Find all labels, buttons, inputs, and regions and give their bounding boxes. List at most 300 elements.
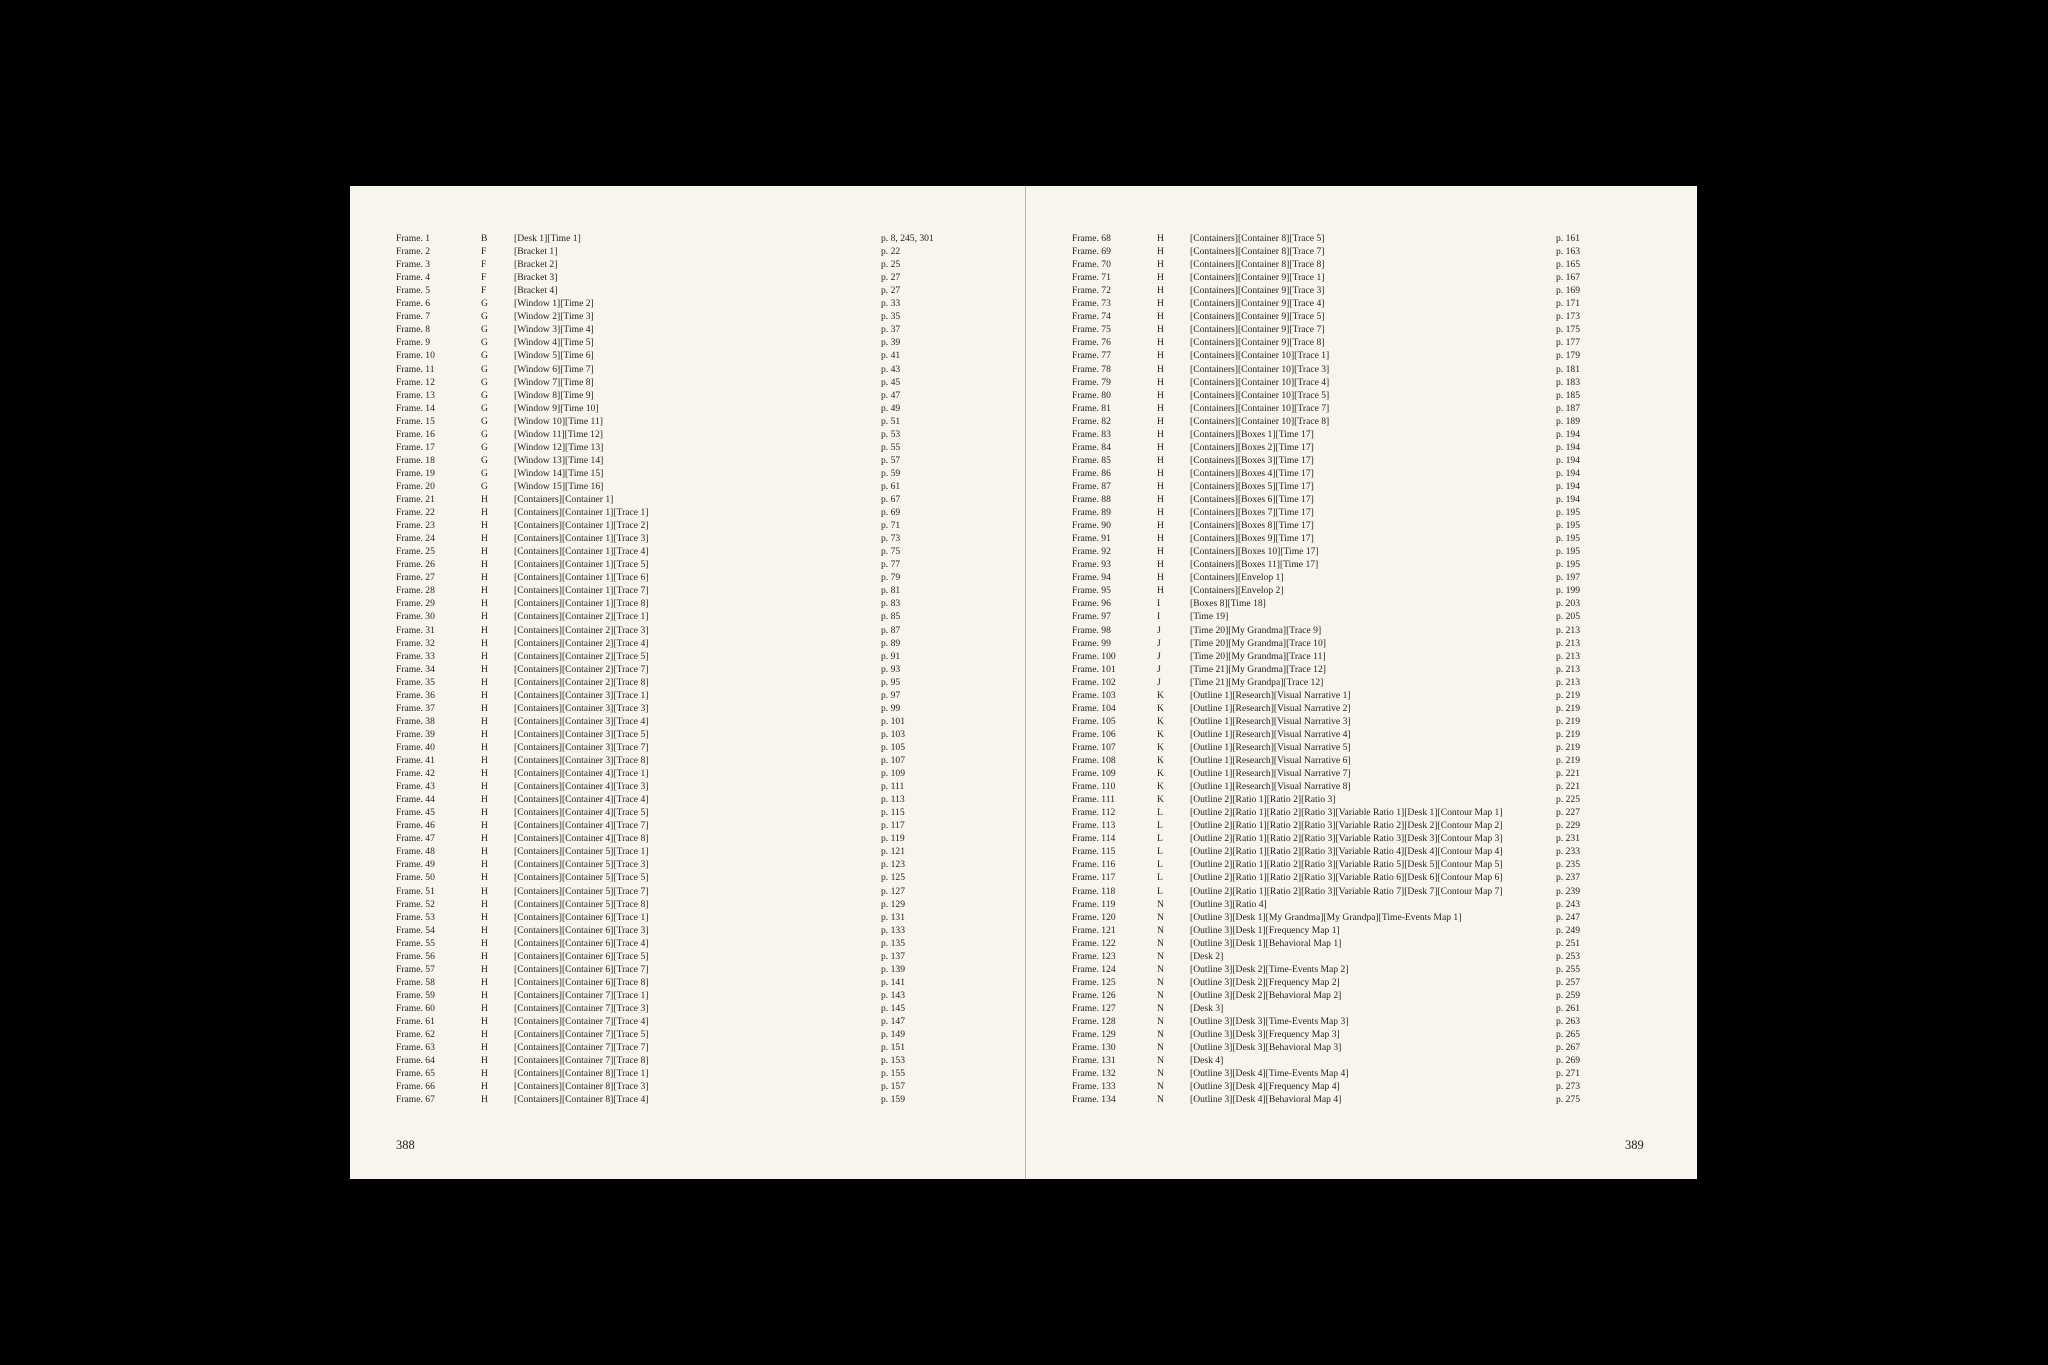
- frame-label: Frame. 121: [1072, 924, 1116, 936]
- frame-label: Frame. 118: [1072, 885, 1116, 897]
- section-letter: L: [1157, 885, 1163, 897]
- frame-tags: [Containers][Container 5][Trace 7]: [514, 885, 649, 897]
- frame-label: Frame. 43: [396, 781, 435, 793]
- index-row: [1026, 428, 1699, 441]
- frame-label: Frame. 112: [1072, 807, 1116, 819]
- section-letter: N: [1157, 976, 1164, 988]
- frame-label: Frame. 17: [396, 441, 435, 453]
- index-row: [1026, 258, 1699, 271]
- index-row: [1026, 441, 1699, 454]
- section-letter: H: [1157, 520, 1164, 532]
- section-letter: G: [481, 389, 488, 401]
- frame-label: Frame. 114: [1072, 833, 1116, 845]
- frame-tags: [Outline 3][Desk 1][My Grandma][My Grandpa][Time-Events Map 1]: [1190, 911, 1462, 923]
- section-letter: G: [481, 480, 488, 492]
- index-row: [350, 924, 1023, 937]
- index-row: [350, 310, 1023, 323]
- frame-tags: [Outline 3][Desk 3][Behavioral Map 3]: [1190, 1042, 1342, 1054]
- frame-tags: [Window 13][Time 14]: [514, 454, 604, 466]
- page-reference: p. 39: [881, 337, 901, 349]
- page-reference: p. 147: [881, 1016, 905, 1027]
- frame-tags: [Outline 2][Ratio 1][Ratio 2][Ratio 3][Variable Ratio 4][Desk 4][Contour Map 4]: [1190, 846, 1503, 858]
- page-reference: p. 127: [881, 885, 905, 897]
- page-reference: p. 41: [881, 350, 901, 362]
- frame-label: Frame. 128: [1072, 1016, 1116, 1027]
- section-letter: K: [1157, 768, 1164, 780]
- frame-tags: [Containers][Container 6][Trace 5]: [514, 950, 649, 962]
- frame-tags: [Desk 1][Time 1]: [514, 233, 581, 244]
- index-row: [1026, 284, 1699, 297]
- frame-tags: [Containers][Container 1][Trace 5]: [514, 559, 649, 571]
- page-reference: p. 61: [881, 480, 901, 492]
- frame-label: Frame. 5: [396, 285, 431, 297]
- index-row: [350, 584, 1023, 597]
- index-row: [1026, 702, 1699, 715]
- index-row: [1026, 1054, 1699, 1067]
- page-reference: p. 143: [881, 989, 905, 1001]
- page-reference: p. 85: [881, 611, 901, 623]
- section-letter: N: [1157, 1042, 1164, 1054]
- index-row: [350, 1093, 1023, 1106]
- section-letter: H: [481, 598, 488, 610]
- section-letter: N: [1157, 1029, 1164, 1041]
- section-letter: N: [1157, 1094, 1164, 1106]
- page-reference: p. 22: [881, 246, 901, 258]
- section-letter: H: [481, 546, 488, 558]
- frame-tags: [Outline 2][Ratio 1][Ratio 2][Ratio 3][Variable Ratio 2][Desk 2][Contour Map 2]: [1190, 820, 1503, 832]
- frame-tags: [Containers][Container 10][Trace 3]: [1190, 363, 1330, 375]
- frame-tags: [Window 15][Time 16]: [514, 480, 604, 492]
- frame-label: Frame. 10: [396, 350, 435, 362]
- index-row: [1026, 1028, 1699, 1041]
- frame-tags: [Containers][Container 4][Trace 3]: [514, 781, 649, 793]
- section-letter: K: [1157, 755, 1164, 766]
- frame-label: Frame. 116: [1072, 859, 1116, 871]
- frame-tags: [Outline 1][Research][Visual Narrative 7]: [1190, 768, 1351, 780]
- page-reference: p. 213: [1556, 663, 1580, 675]
- section-letter: F: [481, 272, 487, 284]
- page-reference: p. 194: [1556, 441, 1580, 453]
- frame-label: Frame. 12: [396, 376, 435, 388]
- index-row: [350, 885, 1023, 898]
- frame-label: Frame. 40: [396, 741, 435, 753]
- frame-label: Frame. 78: [1072, 363, 1111, 375]
- frame-tags: [Outline 3][Desk 2][Behavioral Map 2]: [1190, 989, 1342, 1001]
- section-letter: H: [1157, 337, 1164, 349]
- index-row: [350, 284, 1023, 297]
- frame-label: Frame. 98: [1072, 624, 1111, 636]
- index-row: [1026, 858, 1699, 871]
- page-reference: p. 219: [1556, 689, 1580, 701]
- frame-label: Frame. 92: [1072, 546, 1111, 558]
- section-letter: H: [481, 741, 488, 753]
- page-reference: p. 55: [881, 441, 901, 453]
- frame-label: Frame. 90: [1072, 520, 1111, 532]
- frame-tags: [Time 21][My Grandma][Trace 12]: [1190, 663, 1326, 675]
- frame-label: Frame. 120: [1072, 911, 1116, 923]
- section-letter: H: [481, 937, 488, 949]
- page-reference: p. 257: [1556, 976, 1580, 988]
- frame-tags: [Desk 4]: [1190, 1055, 1224, 1067]
- frame-label: Frame. 58: [396, 976, 435, 988]
- frame-label: Frame. 23: [396, 520, 435, 532]
- frame-tags: [Containers][Container 7][Trace 3]: [514, 1002, 649, 1014]
- section-letter: H: [1157, 441, 1164, 453]
- index-row: [1026, 637, 1699, 650]
- frame-tags: [Containers][Container 5][Trace 5]: [514, 872, 649, 884]
- page-reference: p. 107: [881, 755, 905, 766]
- index-row: [1026, 663, 1699, 676]
- page-reference: p. 83: [881, 598, 901, 610]
- section-letter: I: [1157, 598, 1161, 610]
- index-row: [350, 976, 1023, 989]
- section-letter: H: [1157, 402, 1164, 414]
- frame-tags: [Containers][Boxes 2][Time 17]: [1190, 441, 1314, 453]
- frame-label: Frame. 93: [1072, 559, 1111, 571]
- index-row: [1026, 402, 1699, 415]
- page-reference: p. 97: [881, 689, 901, 701]
- index-row: [1026, 832, 1699, 845]
- page-reference: p. 25: [881, 259, 901, 271]
- index-row: [1026, 963, 1699, 976]
- frame-tags: [Containers][Container 9][Trace 1]: [1190, 272, 1325, 284]
- section-letter: N: [1157, 1016, 1164, 1027]
- section-letter: H: [1157, 376, 1164, 388]
- page-reference: p. 221: [1556, 768, 1580, 780]
- frame-tags: [Containers][Container 10][Trace 4]: [1190, 376, 1330, 388]
- frame-label: Frame. 71: [1072, 272, 1111, 284]
- index-row: [1026, 741, 1699, 754]
- index-row: [1026, 793, 1699, 806]
- frame-tags: [Containers][Container 1][Trace 1]: [514, 507, 649, 519]
- index-row: [350, 937, 1023, 950]
- frame-tags: [Containers][Container 7][Trace 1]: [514, 989, 649, 1001]
- section-letter: H: [1157, 272, 1164, 284]
- frame-tags: [Outline 1][Research][Visual Narrative 8]: [1190, 781, 1351, 793]
- page-reference: p. 213: [1556, 624, 1580, 636]
- section-letter: H: [1157, 363, 1164, 375]
- index-row: [350, 845, 1023, 858]
- page-reference: p. 95: [881, 676, 901, 688]
- frame-tags: [Containers][Container 4][Trace 1]: [514, 768, 649, 780]
- section-letter: F: [481, 246, 487, 258]
- page-reference: p. 275: [1556, 1094, 1580, 1106]
- page-reference: p. 195: [1556, 559, 1580, 571]
- page-reference: p. 135: [881, 937, 905, 949]
- section-letter: H: [481, 1068, 488, 1080]
- page-reference: p. 194: [1556, 494, 1580, 505]
- frame-tags: [Containers][Boxes 9][Time 17]: [1190, 533, 1314, 545]
- index-row: [350, 689, 1023, 702]
- page-reference: p. 195: [1556, 520, 1580, 532]
- page-reference: p. 43: [881, 363, 901, 375]
- index-row: [1026, 1093, 1699, 1106]
- frame-tags: [Containers][Container 1][Trace 4]: [514, 546, 649, 558]
- index-row: [1026, 728, 1699, 741]
- index-row: [1026, 650, 1699, 663]
- page-reference: p. 195: [1556, 507, 1580, 519]
- frame-tags: [Outline 2][Ratio 1][Ratio 2][Ratio 3][Variable Ratio 6][Desk 6][Contour Map 6]: [1190, 872, 1503, 884]
- section-letter: N: [1157, 1002, 1164, 1014]
- section-letter: H: [481, 1042, 488, 1054]
- frame-tags: [Containers][Container 8][Trace 7]: [1190, 246, 1325, 258]
- index-row: [350, 428, 1023, 441]
- index-row: [350, 858, 1023, 871]
- index-row: [350, 363, 1023, 376]
- page-reference: p. 93: [881, 663, 901, 675]
- section-letter: H: [481, 1002, 488, 1014]
- section-letter: H: [481, 950, 488, 962]
- page-reference: p. 229: [1556, 820, 1580, 832]
- section-letter: H: [481, 781, 488, 793]
- index-row: [350, 245, 1023, 258]
- index-row: [1026, 597, 1699, 610]
- page-reference: p. 175: [1556, 324, 1580, 336]
- section-letter: H: [481, 494, 488, 505]
- frame-label: Frame. 101: [1072, 663, 1116, 675]
- frame-label: Frame. 33: [396, 650, 435, 662]
- index-row: [1026, 845, 1699, 858]
- frame-label: Frame. 52: [396, 898, 435, 910]
- page-reference: p. 185: [1556, 389, 1580, 401]
- index-row: [1026, 689, 1699, 702]
- section-letter: H: [481, 833, 488, 845]
- index-row: [350, 389, 1023, 402]
- index-row: [350, 728, 1023, 741]
- page-reference: p. 115: [881, 807, 905, 819]
- index-row: [1026, 989, 1699, 1002]
- section-letter: H: [481, 794, 488, 806]
- page-reference: p. 169: [1556, 285, 1580, 297]
- frame-label: Frame. 82: [1072, 415, 1111, 427]
- frame-tags: [Outline 3][Desk 1][Frequency Map 1]: [1190, 924, 1340, 936]
- page-reference: p. 125: [881, 872, 905, 884]
- page-reference: p. 77: [881, 559, 901, 571]
- frame-tags: [Desk 2]: [1190, 950, 1224, 962]
- page-reference: p. 213: [1556, 650, 1580, 662]
- index-row: [350, 467, 1023, 480]
- index-row: [1026, 911, 1699, 924]
- index-row: [350, 232, 1023, 245]
- page-reference: p. 265: [1556, 1029, 1580, 1041]
- frame-label: Frame. 79: [1072, 376, 1111, 388]
- section-letter: L: [1157, 872, 1163, 884]
- section-letter: H: [481, 676, 488, 688]
- frame-label: Frame. 85: [1072, 454, 1111, 466]
- index-row: [1026, 336, 1699, 349]
- section-letter: H: [481, 624, 488, 636]
- index-row: [350, 911, 1023, 924]
- page-reference: p. 181: [1556, 363, 1580, 375]
- frame-tags: [Containers][Boxes 10][Time 17]: [1190, 546, 1319, 558]
- page-reference: p. 233: [1556, 846, 1580, 858]
- index-row: [1026, 950, 1699, 963]
- section-letter: H: [1157, 285, 1164, 297]
- frame-tags: [Time 19]: [1190, 611, 1229, 623]
- frame-label: Frame. 68: [1072, 233, 1111, 244]
- frame-tags: [Bracket 3]: [514, 272, 558, 284]
- section-letter: H: [1157, 233, 1164, 244]
- index-row: [350, 624, 1023, 637]
- section-letter: H: [1157, 480, 1164, 492]
- frame-label: Frame. 56: [396, 950, 435, 962]
- page-reference: p. 129: [881, 898, 905, 910]
- frame-label: Frame. 107: [1072, 741, 1116, 753]
- section-letter: N: [1157, 898, 1164, 910]
- index-row: [350, 545, 1023, 558]
- index-row: [1026, 571, 1699, 584]
- frame-tags: [Containers][Boxes 4][Time 17]: [1190, 467, 1314, 479]
- page-reference: p. 253: [1556, 950, 1580, 962]
- page-reference: p. 194: [1556, 480, 1580, 492]
- page-reference: p. 205: [1556, 611, 1580, 623]
- frame-tags: [Outline 2][Ratio 1][Ratio 2][Ratio 3][Variable Ratio 5][Desk 5][Contour Map 5]: [1190, 859, 1503, 871]
- section-letter: H: [481, 663, 488, 675]
- section-letter: H: [481, 637, 488, 649]
- frame-label: Frame. 62: [396, 1029, 435, 1041]
- frame-tags: [Containers][Boxes 1][Time 17]: [1190, 428, 1314, 440]
- frame-label: Frame. 30: [396, 611, 435, 623]
- frame-label: Frame. 74: [1072, 311, 1111, 323]
- index-row: [350, 676, 1023, 689]
- index-row: [1026, 1067, 1699, 1080]
- frame-label: Frame. 86: [1072, 467, 1111, 479]
- section-letter: J: [1157, 637, 1161, 649]
- frame-tags: [Containers][Container 10][Trace 5]: [1190, 389, 1330, 401]
- frame-label: Frame. 105: [1072, 715, 1116, 727]
- index-row: [1026, 976, 1699, 989]
- section-letter: H: [481, 728, 488, 740]
- section-letter: H: [1157, 572, 1164, 584]
- frame-label: Frame. 99: [1072, 637, 1111, 649]
- index-row: [350, 597, 1023, 610]
- section-letter: K: [1157, 689, 1164, 701]
- section-letter: J: [1157, 624, 1161, 636]
- page-reference: p. 137: [881, 950, 905, 962]
- frame-label: Frame. 65: [396, 1068, 435, 1080]
- section-letter: G: [481, 376, 488, 388]
- page-reference: p. 27: [881, 272, 901, 284]
- frame-tags: [Window 2][Time 3]: [514, 311, 594, 323]
- frame-tags: [Containers][Container 7][Trace 7]: [514, 1042, 649, 1054]
- frame-label: Frame. 18: [396, 454, 435, 466]
- frame-tags: [Containers][Boxes 11][Time 17]: [1190, 559, 1319, 571]
- frame-label: Frame. 28: [396, 585, 435, 597]
- section-letter: H: [481, 755, 488, 766]
- frame-label: Frame. 70: [1072, 259, 1111, 271]
- index-row: [1026, 271, 1699, 284]
- index-row: [350, 1028, 1023, 1041]
- frame-label: Frame. 55: [396, 937, 435, 949]
- frame-tags: [Containers][Container 1][Trace 7]: [514, 585, 649, 597]
- frame-tags: [Containers][Container 3][Trace 3]: [514, 702, 649, 714]
- frame-tags: [Containers][Container 8][Trace 4]: [514, 1094, 649, 1106]
- page-reference: p. 194: [1556, 454, 1580, 466]
- page-reference: p. 149: [881, 1029, 905, 1041]
- index-row: [350, 663, 1023, 676]
- frame-tags: [Window 12][Time 13]: [514, 441, 604, 453]
- index-row: [350, 480, 1023, 493]
- frame-tags: [Containers][Container 9][Trace 5]: [1190, 311, 1325, 323]
- index-row: [1026, 245, 1699, 258]
- page-reference: p. 91: [881, 650, 901, 662]
- frame-tags: [Window 14][Time 15]: [514, 467, 604, 479]
- frame-tags: [Containers][Container 2][Trace 5]: [514, 650, 649, 662]
- frame-tags: [Containers][Container 2][Trace 7]: [514, 663, 649, 675]
- frame-tags: [Window 6][Time 7]: [514, 363, 594, 375]
- page-reference: p. 269: [1556, 1055, 1580, 1067]
- frame-tags: [Containers][Boxes 3][Time 17]: [1190, 454, 1314, 466]
- page-reference: p. 27: [881, 285, 901, 297]
- frame-tags: [Outline 3][Desk 2][Frequency Map 2]: [1190, 976, 1340, 988]
- frame-label: Frame. 117: [1072, 872, 1116, 884]
- frame-label: Frame. 21: [396, 494, 435, 505]
- page-reference: p. 153: [881, 1055, 905, 1067]
- page-reference: p. 117: [881, 820, 905, 832]
- frame-label: Frame. 57: [396, 963, 435, 975]
- frame-tags: [Containers][Container 8][Trace 5]: [1190, 233, 1325, 244]
- frame-label: Frame. 95: [1072, 585, 1111, 597]
- frame-label: Frame. 29: [396, 598, 435, 610]
- index-row: [1026, 1002, 1699, 1015]
- frame-tags: [Containers][Container 1][Trace 8]: [514, 598, 649, 610]
- frame-label: Frame. 26: [396, 559, 435, 571]
- page-reference: p. 133: [881, 924, 905, 936]
- page-reference: p. 79: [881, 572, 901, 584]
- section-letter: H: [1157, 428, 1164, 440]
- index-row: [1026, 415, 1699, 428]
- book-spread: [350, 186, 1697, 1179]
- section-letter: K: [1157, 781, 1164, 793]
- frame-label: Frame. 124: [1072, 963, 1116, 975]
- frame-tags: [Outline 3][Desk 4][Time-Events Map 4]: [1190, 1068, 1349, 1080]
- section-letter: H: [481, 989, 488, 1001]
- frame-label: Frame. 61: [396, 1016, 435, 1027]
- frame-label: Frame. 22: [396, 507, 435, 519]
- index-row: [350, 1002, 1023, 1015]
- page-reference: p. 235: [1556, 859, 1580, 871]
- section-letter: H: [481, 1016, 488, 1027]
- page-reference: p. 197: [1556, 572, 1580, 584]
- section-letter: G: [481, 415, 488, 427]
- frame-tags: [Outline 2][Ratio 1][Ratio 2][Ratio 3][Variable Ratio 7][Desk 7][Contour Map 7]: [1190, 885, 1503, 897]
- frame-tags: [Containers][Envelop 1]: [1190, 572, 1284, 584]
- index-row: [350, 1067, 1023, 1080]
- section-letter: H: [481, 898, 488, 910]
- section-letter: H: [1157, 246, 1164, 258]
- section-letter: K: [1157, 702, 1164, 714]
- section-letter: N: [1157, 963, 1164, 975]
- index-row: [350, 323, 1023, 336]
- page-reference: p. 33: [881, 298, 901, 310]
- section-letter: N: [1157, 1081, 1164, 1093]
- frame-label: Frame. 51: [396, 885, 435, 897]
- frame-tags: [Containers][Container 3][Trace 5]: [514, 728, 649, 740]
- frame-tags: [Containers][Container 8][Trace 8]: [1190, 259, 1325, 271]
- frame-label: Frame. 41: [396, 755, 435, 766]
- frame-label: Frame. 64: [396, 1055, 435, 1067]
- frame-tags: [Outline 2][Ratio 1][Ratio 2][Ratio 3]: [1190, 794, 1336, 806]
- index-row: [350, 1054, 1023, 1067]
- frame-label: Frame. 73: [1072, 298, 1111, 310]
- index-row: [1026, 754, 1699, 767]
- left-page: [350, 186, 1023, 1179]
- frame-label: Frame. 81: [1072, 402, 1111, 414]
- page-reference: p. 194: [1556, 467, 1580, 479]
- page-reference: p. 231: [1556, 833, 1580, 845]
- frame-label: Frame. 109: [1072, 768, 1116, 780]
- section-letter: H: [1157, 546, 1164, 558]
